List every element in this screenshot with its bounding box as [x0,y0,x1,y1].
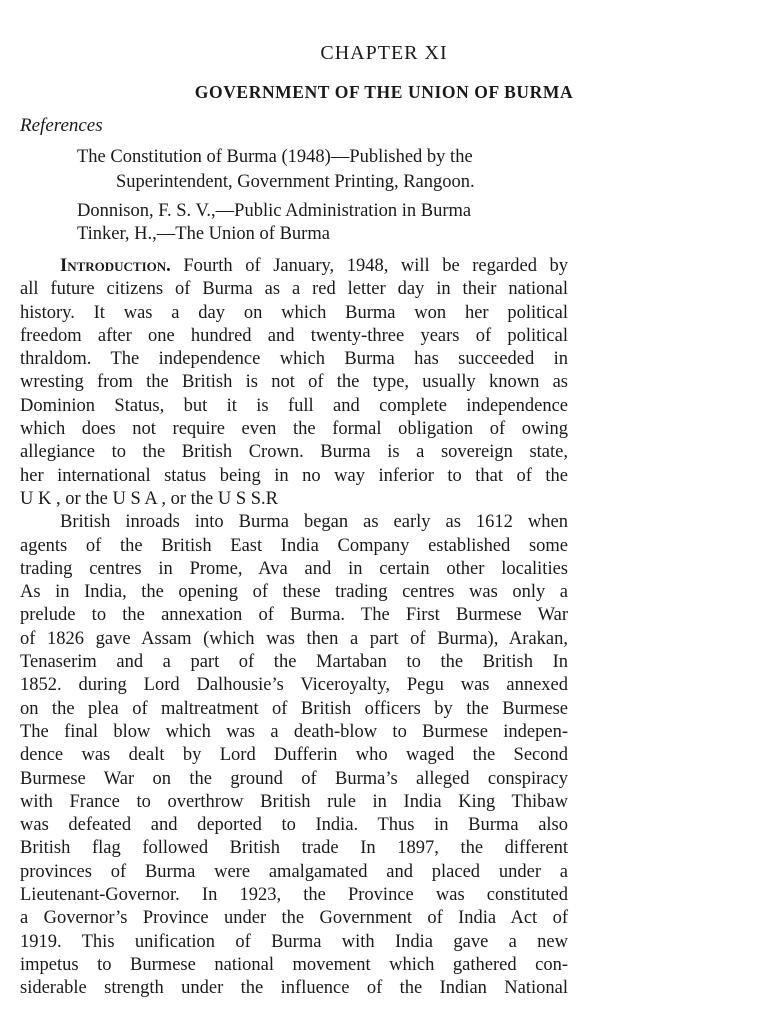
paragraph-line: her international status being in no way inferior to that of the [20,465,568,486]
paragraph-line: siderable strength under the influence of the Indian National [20,978,568,999]
paragraph-line: prelude to the annexation of Burma. The First Burmese War [20,605,568,626]
paragraph-line: freedom after one hundred and twenty-three years of political [20,325,568,346]
paragraph-line: which does not require even the formal obligation of owing [20,419,568,440]
paragraph-line [20,255,568,278]
paragraph-line: dence was dealt by Lord Dufferin who waged the Second [20,745,568,766]
paragraph-line: As in India, the opening of these trading centres was only a [20,582,568,603]
references-heading: References [20,115,103,136]
paragraph-line: history. It was a day on which Burma won her political [20,302,568,323]
chapter-title: GOVERNMENT OF THE UNION OF BURMA [194,82,574,102]
paragraph-line: thraldom. The independence which Burma has succeeded in [20,349,568,370]
reference-item: Donnison, F. S. V.,—Public Administration in Burma [77,201,472,221]
paragraph-line: 1919. This unification of Burma with India gave a new [20,931,568,952]
paragraph-line: a Governor’s Province under the Government of India Act of [20,908,568,929]
paragraph-line: allegiance to the British Crown. Burma is a sovereign state, [20,442,568,463]
paragraph-line: with France to overthrow British rule in India King Thibaw [20,791,568,812]
paragraph-line: Lieutenant-Governor. In 1923, the Province was constituted [20,885,568,906]
paragraph-line: provinces of Burma were amalgamated and placed under a [20,861,568,882]
paragraph-line: British flag followed British trade In 1897, the different [20,838,568,859]
reference-item: Tinker, H.,—The Union of Burma [77,224,330,244]
paragraph-line: Tenaserim and a part of the Martaban to the British In [20,652,568,673]
paragraph-line: The final blow which was a death-blow to Burmese indepen- [20,721,568,742]
paragraph-line: impetus to Burmese national movement which gathered con- [20,954,568,975]
paragraph-line: British inroads into Burma began as early as 1612 when [60,512,568,533]
paragraph-line: was defeated and deported to India. Thus in Burma also [20,815,568,836]
paragraph-line: U K , or the U S A , or the U S S.R [20,488,278,509]
reference-item: The Constitution of Burma (1948)—Published by the [77,147,473,167]
paragraph-line: 1852. during Lord Dalhousie’s Viceroyalty, Pegu was annexed [20,675,568,696]
paragraph-line: of 1826 gave Assam (which was then a part of Burma), Arakan, [20,628,568,649]
paragraph-line: Burmese War on the ground of Burma’s alleged conspiracy [20,768,568,789]
body-text [20,255,568,1001]
paragraph-line: wresting from the British is not of the type, usually known as [20,372,568,393]
text-run: Fourth of January, 1948, will be regarded by [170,256,568,276]
paragraph-line: Dominion Status, but it is full and complete independence [20,395,568,416]
paragraph-line: trading centres in Prome, Ava and in certain other localities [20,558,568,579]
reference-item-continuation: Superintendent, Government Printing, Rangoon. [116,172,475,192]
paragraph-line: agents of the British East India Company established some [20,535,568,556]
paragraph-line: on the plea of maltreatment of British officers by the Burmese [20,698,568,719]
chapter-number: CHAPTER XI [320,42,448,64]
intro-label: Introduction. [60,256,171,276]
paragraph-line: all future citizens of Burma as a red letter day in their national [20,279,568,300]
